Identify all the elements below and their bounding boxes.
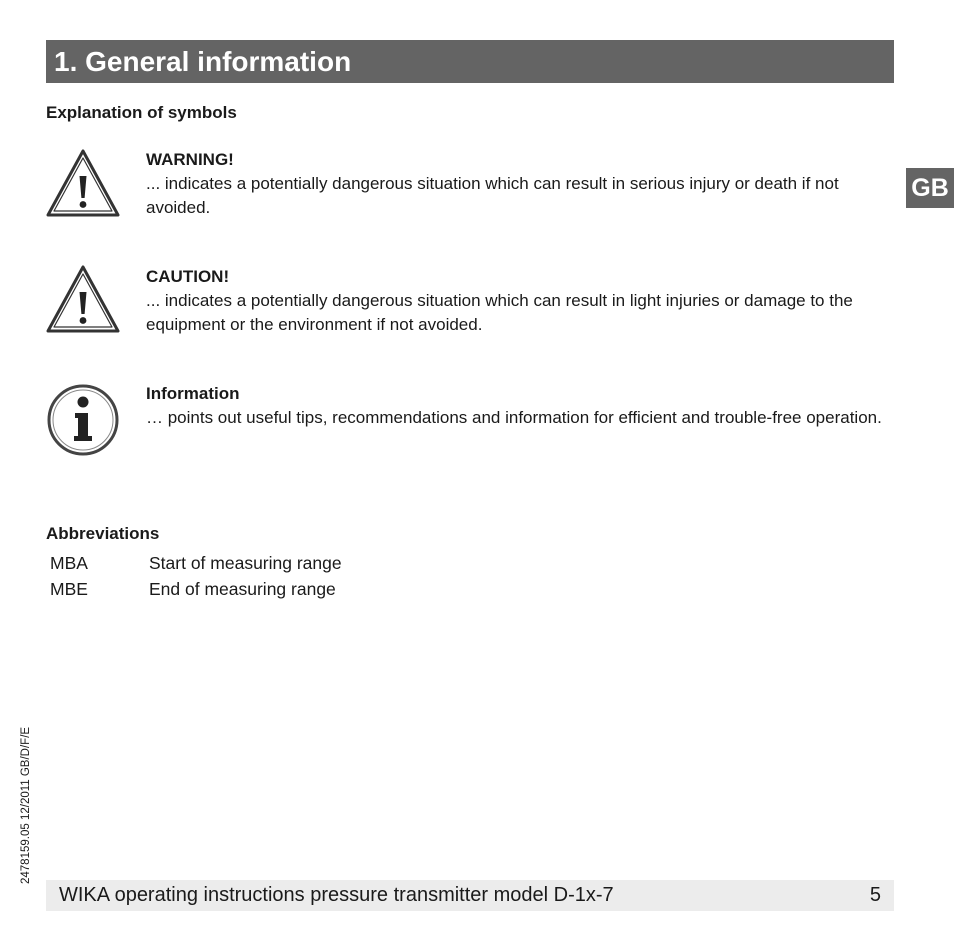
warning-text: ... indicates a potentially dangerous situation which can result in serious injury or death if not avoided. <box>146 174 839 217</box>
caution-title: CAUTION! <box>146 267 230 286</box>
caution-triangle-icon <box>46 264 120 338</box>
warning-title: WARNING! <box>146 150 234 169</box>
abbreviations-heading: Abbreviations <box>46 524 160 543</box>
symbols-heading: Explanation of symbols <box>46 103 237 122</box>
abbreviation-meaning: End of measuring range <box>149 579 336 599</box>
chapter-title-bar <box>46 40 894 83</box>
abbreviation-row <box>50 578 336 600</box>
abbreviation-meaning: Start of measuring range <box>149 553 342 573</box>
chapter-title: 1. General information <box>54 45 352 77</box>
abbreviation-code: MBA <box>50 553 88 573</box>
warning-block <box>146 148 891 220</box>
language-tab-label: GB <box>911 173 949 202</box>
footer-bar <box>46 880 894 911</box>
abbreviation-code: MBE <box>50 579 88 599</box>
language-tab <box>906 168 954 208</box>
information-block <box>146 382 891 430</box>
caution-block <box>146 265 891 337</box>
page-number: 5 <box>869 884 881 906</box>
warning-triangle-icon <box>46 148 120 222</box>
abbreviation-row <box>50 552 342 574</box>
footer-title: WIKA operating instructions pressure transmitter model D-1x-7 <box>59 884 614 906</box>
caution-text: ... indicates a potentially dangerous situation which can result in light injuries or damage to the equipment or the environment if not avoided. <box>146 291 853 334</box>
information-text: … points out useful tips, recommendations and information for efficient and trouble-free operation. <box>146 408 882 427</box>
document-number: 2478159.05 12/2011 GB/D/F/E <box>20 726 32 884</box>
information-title: Information <box>146 384 240 403</box>
information-icon <box>46 383 120 457</box>
